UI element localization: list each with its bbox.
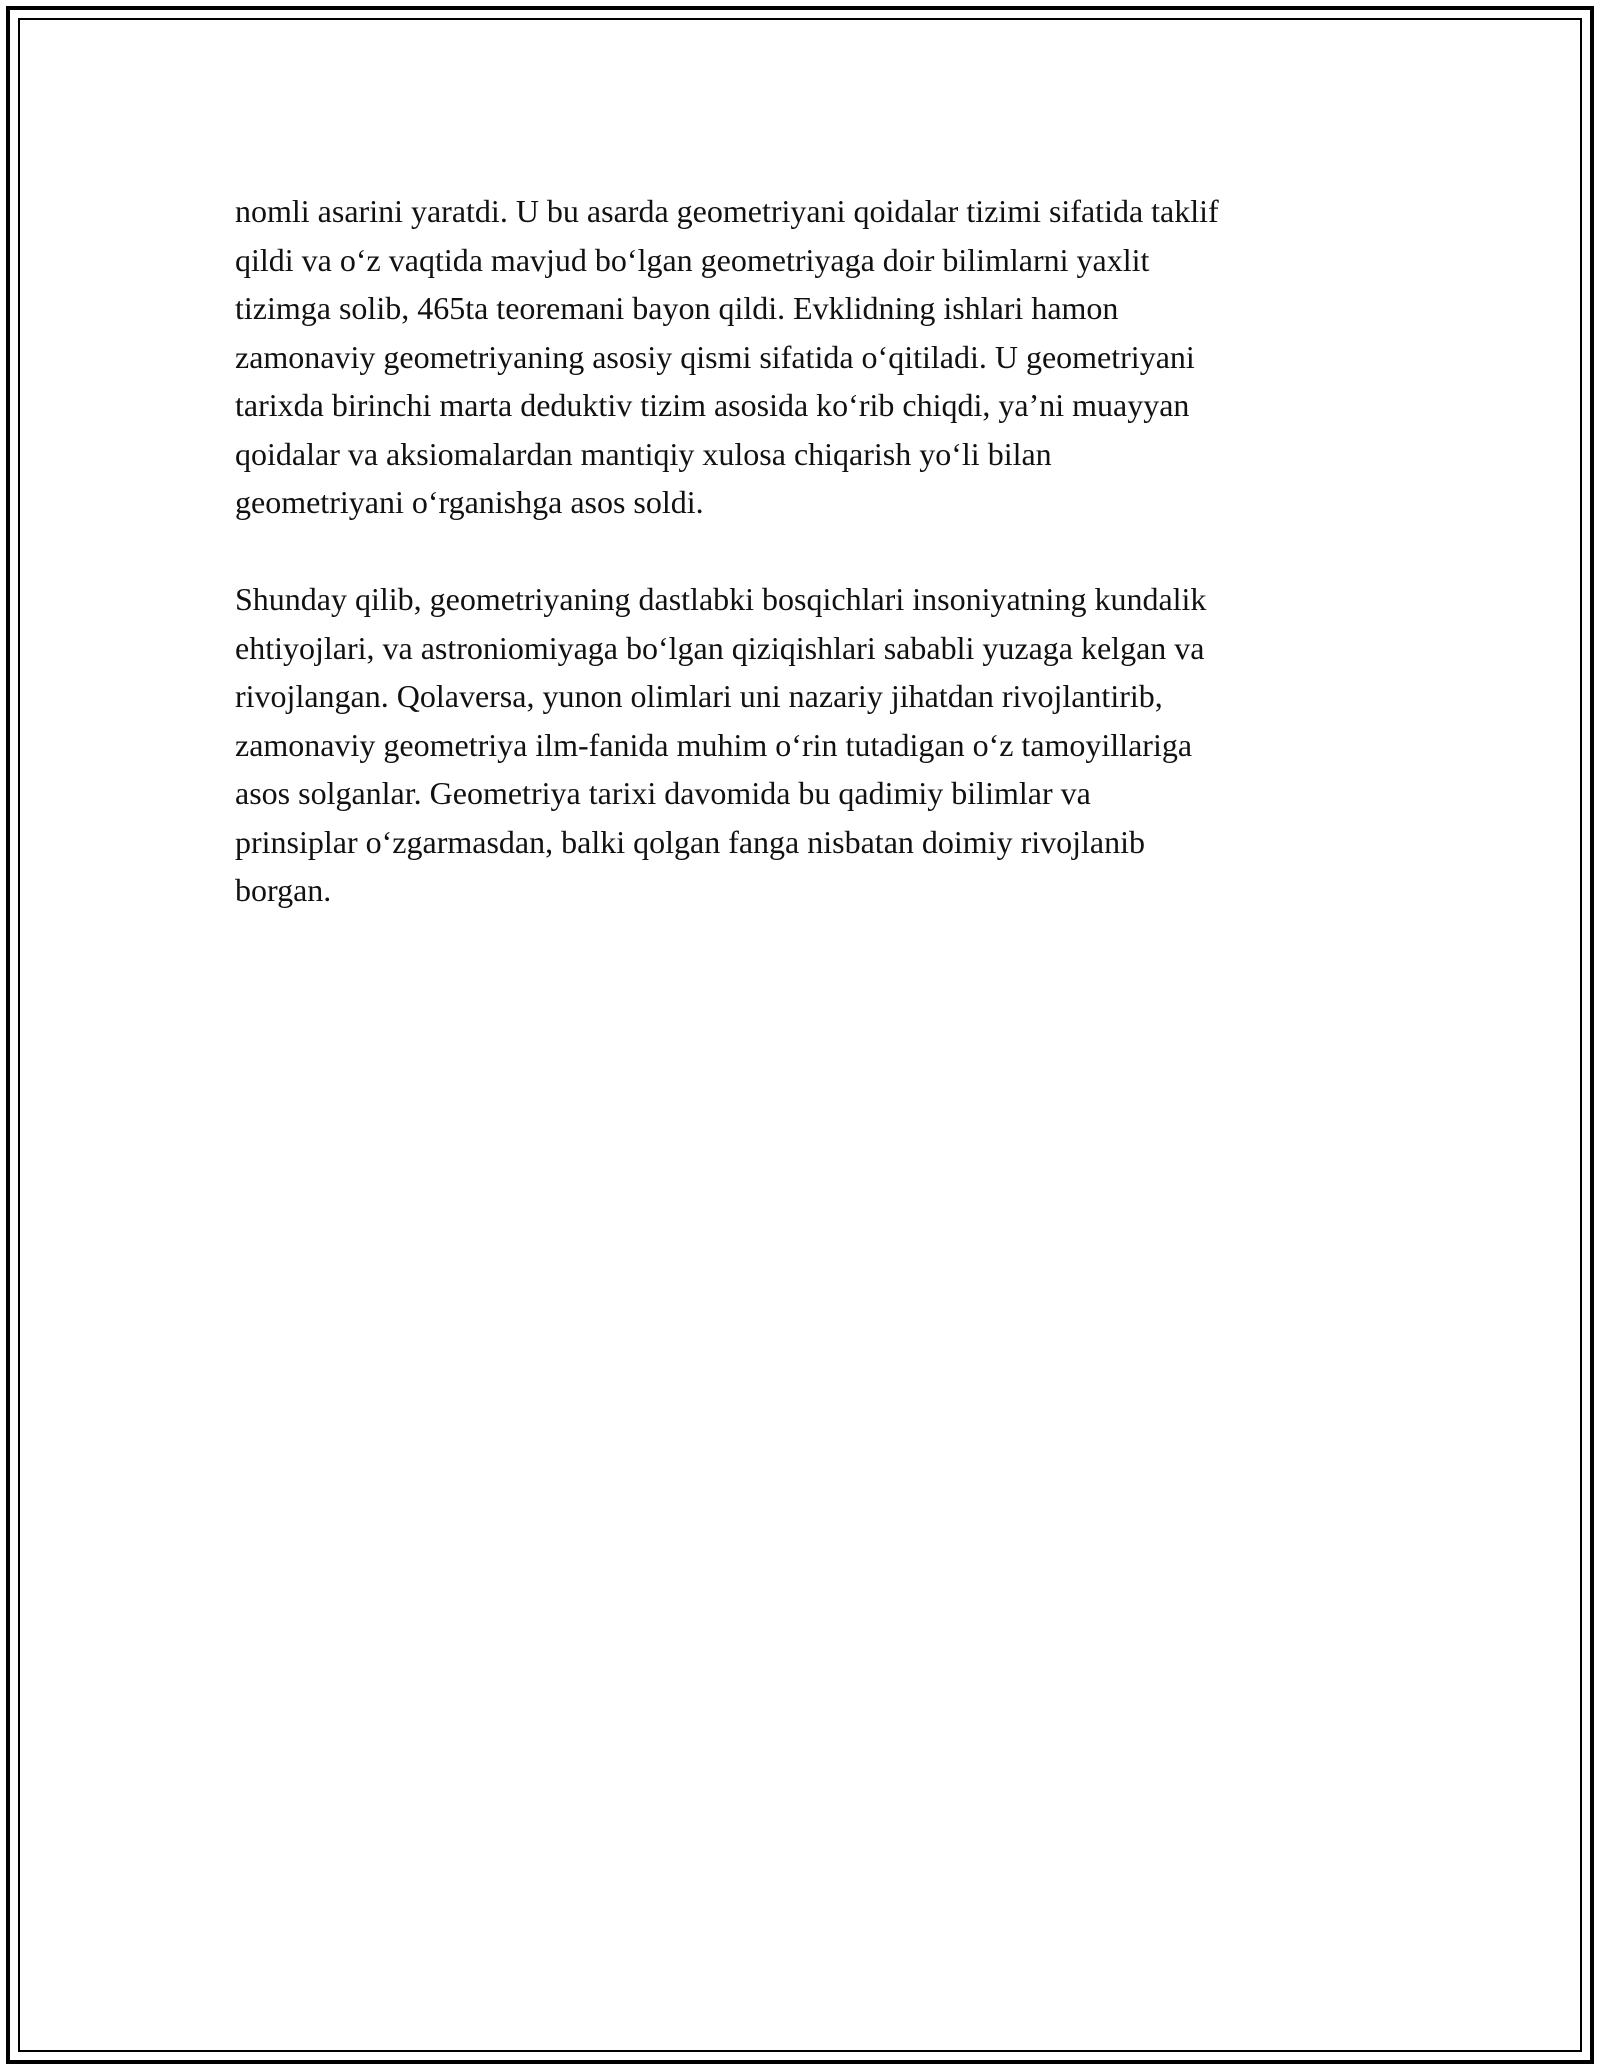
text-line: geometriyani o‘rganishga asos soldi. [235, 484, 704, 520]
text-line: qildi va o‘z vaqtida mavjud bo‘lgan geometriyaga doir bilimlarni yaxlit [235, 241, 1150, 278]
text-line: tizimga solib, 465ta teoremani bayon qildi. Evklidning ishlari hamon [235, 290, 1119, 326]
text-line: Shunday qilib, geometriyaning dastlabki bosqichlari insoniyatning kundalik [235, 581, 1207, 617]
text-line: zamonaviy geometriya ilm-fanida muhim o‘rin tutadigan o‘z tamoyillariga [235, 726, 1193, 763]
text-line: ehtiyojlari, va astroniomiyaga bo‘lgan qiziqishlari sababli yuzaga kelgan va [235, 629, 1205, 666]
text-line: borgan. [235, 872, 332, 908]
text-line: rivojlangan. Qolaversa, yunon olimlari uni nazariy jihatdan rivojlantirib, [235, 678, 1163, 714]
text-line: nomli asarini yaratdi. U bu asarda geometriyani qoidalar tizimi sifatida taklif [235, 193, 1219, 229]
paragraph-2 [235, 575, 1365, 915]
text-line: zamonaviy geometriyaning asosiy qismi sifatida o‘qitiladi. U geometriyani [235, 338, 1195, 375]
text-line: tarixda birinchi marta deduktiv tizim asosida ko‘rib chiqdi, ya’ni muayyan [235, 387, 1190, 423]
document-body [235, 187, 1365, 915]
text-line: prinsiplar o‘zgarmasdan, balki qolgan fanga nisbatan doimiy rivojlanib [235, 823, 1145, 860]
text-line: asos solganlar. Geometriya tarixi davomida bu qadimiy bilimlar va [235, 775, 1091, 811]
paragraph-1 [235, 187, 1365, 527]
text-line: qoidalar va aksiomalardan mantiqiy xulosa chiqarish yo‘li bilan [235, 435, 1052, 472]
